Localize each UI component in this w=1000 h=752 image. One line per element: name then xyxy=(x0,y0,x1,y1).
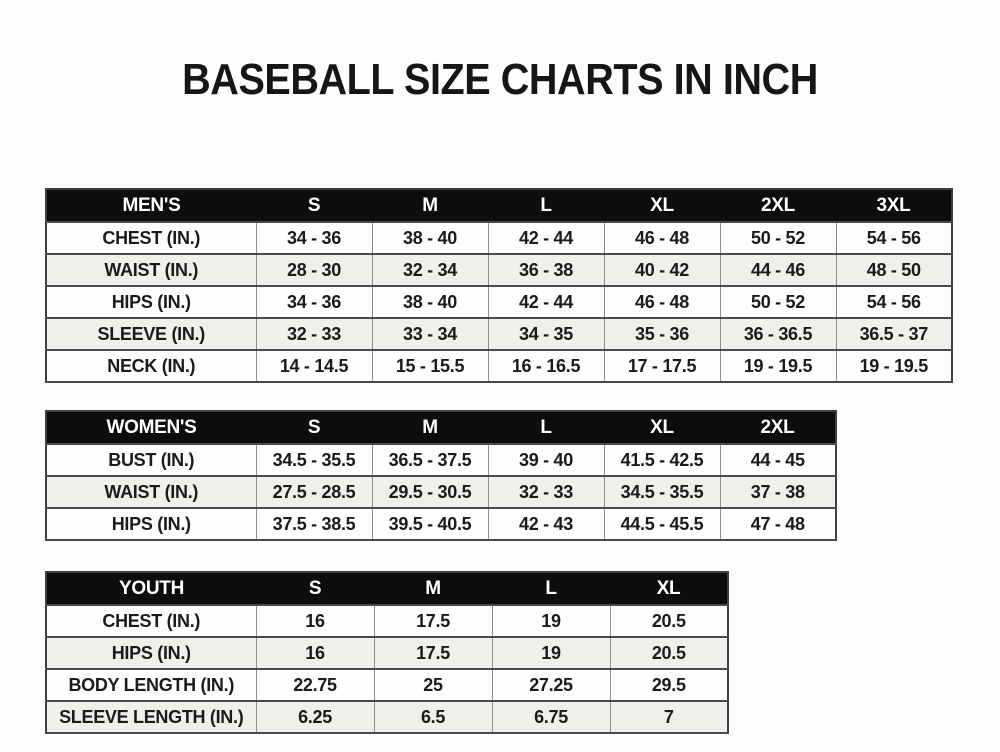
size-value-cell: 17.5 xyxy=(374,605,492,637)
size-value-cell: 35 - 36 xyxy=(604,318,720,350)
size-value-cell: 17 - 17.5 xyxy=(604,350,720,382)
size-value-cell: 6.5 xyxy=(374,701,492,733)
measurement-label-cell: HIPS (IN.) xyxy=(46,637,256,669)
size-column-header: L xyxy=(488,411,604,444)
size-value-cell: 40 - 42 xyxy=(604,254,720,286)
size-value-cell: 42 - 43 xyxy=(488,508,604,540)
table-row xyxy=(46,222,952,254)
size-value-cell: 27.5 - 28.5 xyxy=(256,476,372,508)
measurement-label-cell: CHEST (IN.) xyxy=(46,605,256,637)
size-value-cell: 19 xyxy=(492,637,610,669)
mens-size-table xyxy=(45,188,953,383)
size-value-cell: 32 - 33 xyxy=(256,318,372,350)
size-value-cell: 15 - 15.5 xyxy=(372,350,488,382)
table-row xyxy=(46,286,952,318)
measurement-label-cell: BUST (IN.) xyxy=(46,444,256,476)
page-title: BASEBALL SIZE CHARTS IN INCH xyxy=(182,55,818,104)
size-value-cell: 42 - 44 xyxy=(488,222,604,254)
size-column-header: M xyxy=(374,572,492,605)
size-column-header: S xyxy=(256,572,374,605)
size-value-cell: 34.5 - 35.5 xyxy=(604,476,720,508)
size-value-cell: 22.75 xyxy=(256,669,374,701)
size-value-cell: 34 - 36 xyxy=(256,286,372,318)
table-row xyxy=(46,669,728,701)
header-row xyxy=(46,411,836,444)
table-row xyxy=(46,701,728,733)
table-row xyxy=(46,605,728,637)
size-column-header: L xyxy=(492,572,610,605)
size-column-header: XL xyxy=(610,572,728,605)
size-value-cell: 37.5 - 38.5 xyxy=(256,508,372,540)
size-value-cell: 47 - 48 xyxy=(720,508,836,540)
size-value-cell: 28 - 30 xyxy=(256,254,372,286)
size-value-cell: 34 - 36 xyxy=(256,222,372,254)
size-column-header: 2XL xyxy=(720,411,836,444)
size-column-header: S xyxy=(256,189,372,222)
table-row xyxy=(46,444,836,476)
size-value-cell: 36 - 38 xyxy=(488,254,604,286)
size-value-cell: 34.5 - 35.5 xyxy=(256,444,372,476)
size-value-cell: 6.25 xyxy=(256,701,374,733)
header-row xyxy=(46,572,728,605)
size-value-cell: 46 - 48 xyxy=(604,222,720,254)
measurement-label-cell: WAIST (IN.) xyxy=(46,476,256,508)
size-value-cell: 14 - 14.5 xyxy=(256,350,372,382)
size-value-cell: 39.5 - 40.5 xyxy=(372,508,488,540)
size-value-cell: 44.5 - 45.5 xyxy=(604,508,720,540)
table-row xyxy=(46,476,836,508)
size-value-cell: 29.5 xyxy=(610,669,728,701)
size-column-header: XL xyxy=(604,411,720,444)
measurement-label-cell: NECK (IN.) xyxy=(46,350,256,382)
size-value-cell: 19 - 19.5 xyxy=(836,350,952,382)
size-value-cell: 34 - 35 xyxy=(488,318,604,350)
size-value-cell: 17.5 xyxy=(374,637,492,669)
size-value-cell: 6.75 xyxy=(492,701,610,733)
size-value-cell: 36.5 - 37.5 xyxy=(372,444,488,476)
table-row xyxy=(46,508,836,540)
size-value-cell: 32 - 33 xyxy=(488,476,604,508)
header-row xyxy=(46,189,952,222)
size-column-header: M xyxy=(372,411,488,444)
size-value-cell: 16 xyxy=(256,605,374,637)
size-value-cell: 48 - 50 xyxy=(836,254,952,286)
measurement-label-cell: BODY LENGTH (IN.) xyxy=(46,669,256,701)
table-row xyxy=(46,254,952,286)
measurement-label-cell: SLEEVE LENGTH (IN.) xyxy=(46,701,256,733)
measurement-label-cell: WAIST (IN.) xyxy=(46,254,256,286)
size-value-cell: 42 - 44 xyxy=(488,286,604,318)
size-value-cell: 54 - 56 xyxy=(836,222,952,254)
size-column-header: L xyxy=(488,189,604,222)
group-title-cell: MEN'S xyxy=(46,189,256,222)
size-value-cell: 20.5 xyxy=(610,605,728,637)
size-value-cell: 32 - 34 xyxy=(372,254,488,286)
size-value-cell: 50 - 52 xyxy=(720,286,836,318)
size-column-header: XL xyxy=(604,189,720,222)
size-value-cell: 19 - 19.5 xyxy=(720,350,836,382)
size-value-cell: 44 - 45 xyxy=(720,444,836,476)
table-row xyxy=(46,318,952,350)
youth-size-table xyxy=(45,571,729,734)
size-column-header: M xyxy=(372,189,488,222)
size-value-cell: 29.5 - 30.5 xyxy=(372,476,488,508)
size-value-cell: 7 xyxy=(610,701,728,733)
size-value-cell: 27.25 xyxy=(492,669,610,701)
measurement-label-cell: HIPS (IN.) xyxy=(46,508,256,540)
size-value-cell: 38 - 40 xyxy=(372,286,488,318)
size-value-cell: 39 - 40 xyxy=(488,444,604,476)
womens-size-table xyxy=(45,410,837,541)
size-value-cell: 54 - 56 xyxy=(836,286,952,318)
size-value-cell: 37 - 38 xyxy=(720,476,836,508)
size-column-header: 3XL xyxy=(836,189,952,222)
group-title-cell: WOMEN'S xyxy=(46,411,256,444)
size-value-cell: 41.5 - 42.5 xyxy=(604,444,720,476)
measurement-label-cell: SLEEVE (IN.) xyxy=(46,318,256,350)
table-row xyxy=(46,637,728,669)
size-value-cell: 19 xyxy=(492,605,610,637)
size-value-cell: 25 xyxy=(374,669,492,701)
size-value-cell: 33 - 34 xyxy=(372,318,488,350)
size-value-cell: 36 - 36.5 xyxy=(720,318,836,350)
measurement-label-cell: CHEST (IN.) xyxy=(46,222,256,254)
group-title-cell: YOUTH xyxy=(46,572,256,605)
size-value-cell: 44 - 46 xyxy=(720,254,836,286)
size-value-cell: 16 - 16.5 xyxy=(488,350,604,382)
size-value-cell: 36.5 - 37 xyxy=(836,318,952,350)
measurement-label-cell: HIPS (IN.) xyxy=(46,286,256,318)
size-value-cell: 50 - 52 xyxy=(720,222,836,254)
size-value-cell: 38 - 40 xyxy=(372,222,488,254)
size-value-cell: 20.5 xyxy=(610,637,728,669)
size-column-header: 2XL xyxy=(720,189,836,222)
size-value-cell: 46 - 48 xyxy=(604,286,720,318)
size-column-header: S xyxy=(256,411,372,444)
table-row xyxy=(46,350,952,382)
size-value-cell: 16 xyxy=(256,637,374,669)
